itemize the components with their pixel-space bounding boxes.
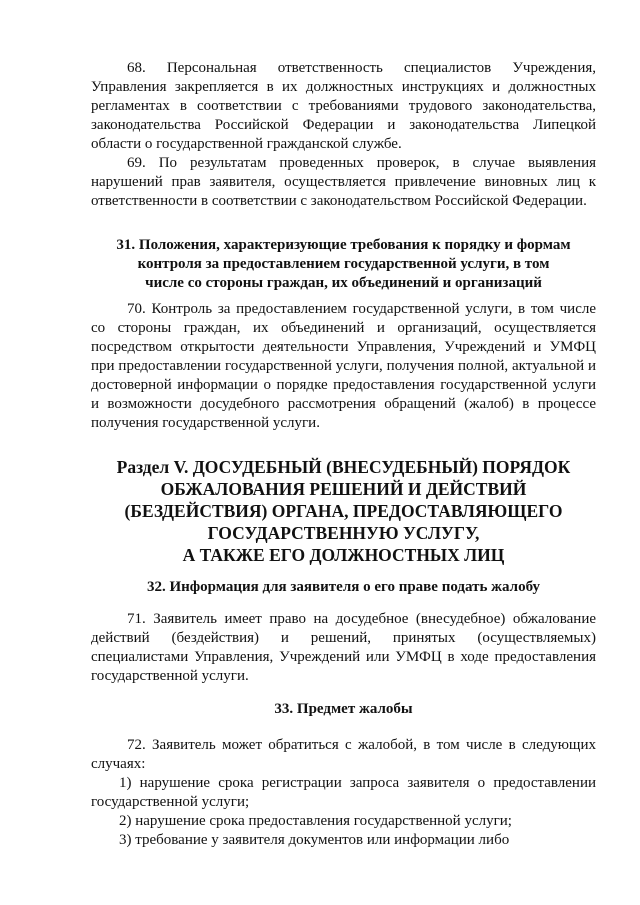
list-item: 3) требование у заявителя документов или информации либо — [119, 832, 510, 848]
list-item: 2) нарушение срока предоставления государственной услуги; — [119, 813, 512, 829]
paragraph-72: 72. Заявитель может обратиться с жалобой, в том числе в следующих случаях: — [91, 737, 596, 772]
section-5-line-2: ОБЖАЛОВАНИЯ РЕШЕНИЙ И ДЕЙСТВИЙ — [160, 479, 527, 499]
heading-32-text: 32. Информация для заявителя о его праве подать жалобу — [146, 579, 541, 595]
paragraph-68: 68. Персональная ответственность специалистов Учреждения, Управления закрепляется в их должностных инструкциях и должностных регламентах в соответствии с требованиями трудового законодательства, законодательства Российской Федерации и законодательства Липецкой области о государственной гражданской службе. — [91, 60, 596, 152]
paragraph-70-block — [91, 300, 596, 433]
paragraph-71-block — [91, 610, 596, 686]
section-5-heading — [91, 456, 596, 566]
heading-31 — [91, 236, 596, 293]
list-item: 1) нарушение срока регистрации запроса заявителя о предоставлении государственной услуги; — [91, 775, 596, 810]
heading-32 — [91, 578, 596, 597]
paragraph-69: 69. По результатам проведенных проверок, в случае выявления нарушений прав заявителя, осуществляется привлечение виновных лиц к ответственности в соответствии с законодательством Российской Федерации. — [91, 155, 596, 209]
paragraph-68-block — [91, 59, 596, 211]
section-5-line-3: (БЕЗДЕЙСТВИЯ) ОРГАНА, ПРЕДОСТАВЛЯЮЩЕГО — [124, 501, 563, 521]
section-5-line-5: А ТАКЖЕ ЕГО ДОЛЖНОСТНЫХ ЛИЦ — [182, 545, 505, 565]
paragraph-71: 71. Заявитель имеет право на досудебное (внесудебное) обжалование действий (бездействия) и решений, принятых (осуществляемых) специалистами Управления, Учреждений или УМФЦ в ходе предоставления государственной услуги. — [91, 611, 596, 684]
paragraph-72-block — [91, 736, 596, 850]
heading-33 — [91, 700, 596, 719]
heading-33-text: 33. Предмет жалобы — [274, 701, 413, 717]
section-5-line-4: ГОСУДАРСТВЕННУЮ УСЛУГУ, — [207, 523, 480, 543]
heading-31-line-2: контроля за предоставлением государственной услуги, в том — [137, 256, 550, 272]
section-5-line-1: Раздел V. ДОСУДЕБНЫЙ (ВНЕСУДЕБНЫЙ) ПОРЯДОК — [116, 457, 571, 477]
heading-31-line-3: числе со стороны граждан, их объединений и организаций — [145, 275, 542, 291]
paragraph-70: 70. Контроль за предоставлением государственной услуги, в том числе со стороны граждан, их объединений и организаций, осуществляется посредством открытости деятельности Управления, Учреждений и УМФЦ при предоставлении государственной услуги, получения полной, актуальной и достоверной информации о порядке предоставления государственной услуги и возможности досудебного рассмотрения обращений (жалоб) в процессе получения государственной услуги. — [91, 301, 596, 431]
heading-31-line-1: 31. Положения, характеризующие требования к порядку и формам — [116, 237, 571, 253]
